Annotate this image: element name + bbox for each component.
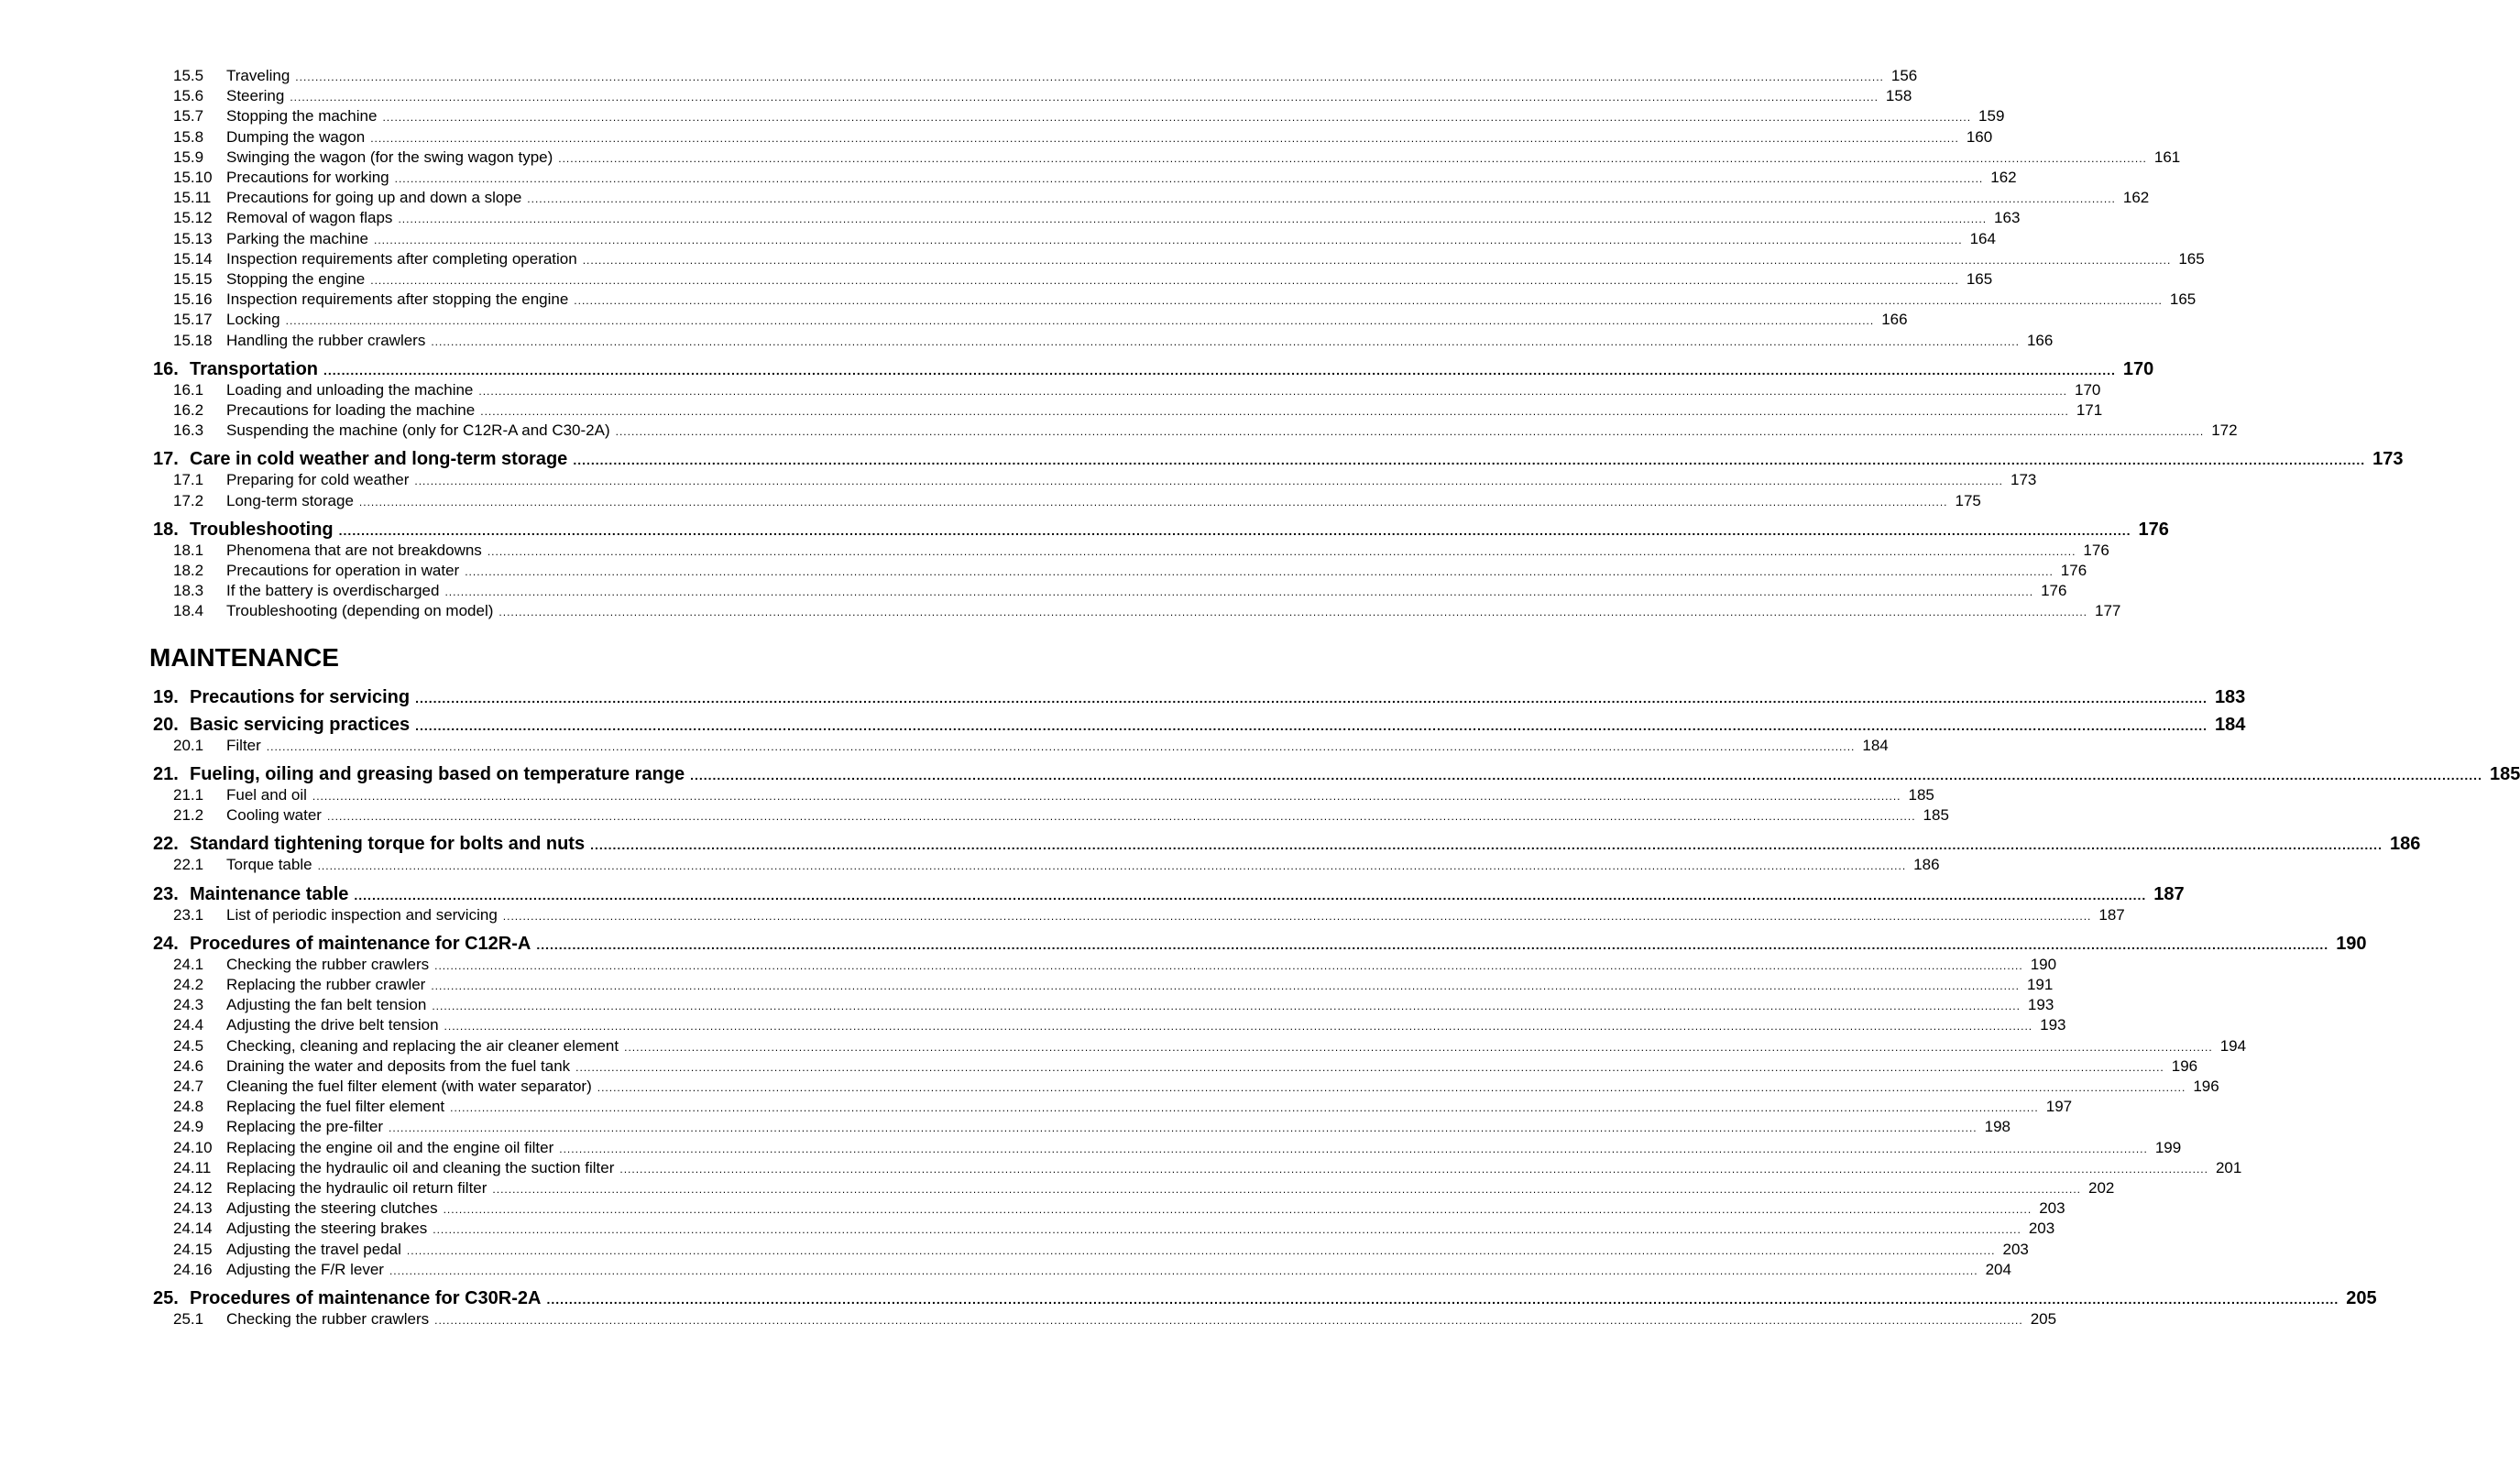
dot-leader: ................................................................................................................................................................................................................................................................................................................................................................................................................: [450, 1101, 2039, 1115]
toc-entry[interactable]: [153, 1056, 2198, 1078]
entry-title: Stopping the engine: [226, 270, 366, 288]
entry-number: 18.1: [173, 541, 204, 559]
entry-number: 15.17: [173, 311, 213, 329]
dot-leader: ................................................................................................................................................................................................................................................................................................................................................................................................................: [434, 958, 2023, 972]
toc-entry[interactable]: [153, 331, 2054, 352]
page-number: 190: [2030, 955, 2057, 973]
page-number: 162: [1990, 169, 2017, 186]
page-number: 158: [1885, 87, 1912, 105]
entry-number: 18.2: [173, 562, 204, 579]
page-number: 176: [2041, 582, 2067, 600]
page-number: 173: [2372, 449, 2404, 470]
dot-leader: ................................................................................................................................................................................................................................................................................................................................................................................................................: [480, 405, 2069, 418]
entry-number: 17.2: [173, 491, 204, 509]
toc-entry[interactable]: [153, 996, 2054, 1016]
entry-title: Fuel and oil: [226, 786, 307, 804]
toc-entry[interactable]: [153, 491, 1981, 512]
toc-entry[interactable]: [153, 1016, 2066, 1036]
entry-number: 21.1: [173, 786, 204, 804]
page-number: 202: [2088, 1179, 2115, 1197]
page-number: 166: [1881, 311, 1908, 329]
dot-leader: ................................................................................................................................................................................................................................................................................................................................................................................................................: [406, 1243, 1996, 1257]
entry-title: Inspection requirements after completing operation: [226, 249, 577, 268]
dot-leader: ................................................................................................................................................................................................................................................................................................................................................................................................................: [527, 192, 2116, 206]
dot-leader: ................................................................................................................................................................................................................................................................................................................................................................................................................: [398, 213, 1988, 226]
page-number: 176: [2060, 562, 2087, 579]
entry-number: 18.4: [173, 602, 204, 620]
entry-title: Precautions for servicing: [190, 686, 411, 707]
toc-entry[interactable]: [153, 905, 2125, 926]
toc-entry[interactable]: [153, 209, 2021, 229]
page-number: 198: [1984, 1118, 2011, 1136]
page-number: 173: [2010, 471, 2037, 489]
toc-entry[interactable]: [153, 736, 1889, 757]
dot-leader: ................................................................................................................................................................................................................................................................................................................................................................................................................: [431, 334, 2020, 348]
dot-leader: ................................................................................................................................................................................................................................................................................................................................................................................................................: [433, 1223, 2021, 1237]
page-number: 187: [2098, 905, 2125, 924]
entry-title: Inspection requirements after stopping the engine: [226, 290, 569, 309]
dot-leader: ................................................................................................................................................................................................................................................................................................................................................................................................................: [389, 1121, 1978, 1135]
toc-entry[interactable]: [153, 1179, 2115, 1199]
entry-number: 24.7: [173, 1078, 204, 1095]
entry-title: Adjusting the steering brakes: [226, 1220, 428, 1238]
dot-leader: ................................................................................................................................................................................................................................................................................................................................................................................................................: [431, 979, 2020, 992]
entry-title: Dumping the wagon: [226, 127, 366, 146]
toc-entry[interactable]: [153, 169, 2017, 189]
entry-title: Adjusting the F/R lever: [226, 1260, 384, 1278]
toc-entry[interactable]: [153, 806, 1949, 826]
dot-leader: ................................................................................................................................................................................................................................................................................................................................................................................................................: [295, 71, 1884, 83]
toc-entry[interactable]: [153, 1036, 2247, 1057]
dot-leader: ................................................................................................................................................................................................................................................................................................................................................................................................................: [354, 887, 2147, 903]
entry-number: 16.: [153, 358, 179, 379]
entry-number: 24.12: [173, 1179, 213, 1197]
toc-entry[interactable]: [153, 1118, 2011, 1138]
entry-number: 24.10: [173, 1138, 213, 1156]
page-number: 156: [1890, 67, 1918, 84]
dot-leader: ................................................................................................................................................................................................................................................................................................................................................................................................................: [338, 522, 2131, 538]
dot-leader: ................................................................................................................................................................................................................................................................................................................................................................................................................: [546, 1292, 2339, 1307]
entry-title: Preparing for cold weather: [226, 471, 410, 489]
entry-title: Traveling: [226, 67, 290, 84]
toc-entry[interactable]: [153, 1158, 2242, 1179]
toc-entry[interactable]: [153, 1078, 2219, 1098]
toc-entry[interactable]: [153, 955, 2057, 976]
entry-title: Torque table: [226, 856, 312, 874]
toc-entry[interactable]: [153, 541, 2109, 562]
entry-number: 15.10: [173, 169, 213, 186]
dot-leader: ................................................................................................................................................................................................................................................................................................................................................................................................................: [389, 1264, 1978, 1277]
dot-leader: ................................................................................................................................................................................................................................................................................................................................................................................................................: [487, 544, 2076, 558]
entry-number: 20.: [153, 714, 179, 735]
dot-leader: ................................................................................................................................................................................................................................................................................................................................................................................................................: [290, 91, 1879, 104]
toc-entry[interactable]: [153, 976, 2054, 996]
toc-chapter-entry[interactable]: [153, 883, 2185, 908]
dot-leader: ................................................................................................................................................................................................................................................................................................................................................................................................................: [478, 384, 2067, 398]
page-number: 196: [2171, 1056, 2198, 1075]
page-number: 185: [1923, 806, 1949, 825]
entry-number: 16.2: [173, 401, 204, 419]
page-number: 164: [1969, 229, 1996, 247]
entry-number: 18.: [153, 519, 179, 540]
entry-number: 15.7: [173, 107, 204, 126]
toc-entry[interactable]: [153, 602, 2121, 622]
entry-title: Replacing the engine oil and the engine oil filter: [226, 1138, 554, 1156]
entry-title: Care in cold weather and long-term storage: [190, 449, 568, 470]
dot-leader: ................................................................................................................................................................................................................................................................................................................................................................................................................: [414, 475, 2003, 488]
dot-leader: ................................................................................................................................................................................................................................................................................................................................................................................................................: [434, 1314, 2023, 1327]
page-number: 185: [2489, 764, 2520, 784]
page-number: 170: [2122, 358, 2154, 379]
entry-number: 24.: [153, 933, 179, 954]
page-number: 166: [2026, 331, 2054, 349]
page-number: 172: [2211, 421, 2238, 440]
page-number: 190: [2336, 933, 2367, 954]
entry-number: 20.1: [173, 736, 204, 754]
entry-number: 15.5: [173, 67, 204, 84]
entry-title: Maintenance table: [190, 883, 349, 904]
entry-title: Adjusting the drive belt tension: [226, 1016, 439, 1034]
page-number: 203: [2039, 1199, 2065, 1218]
page-number: 184: [1862, 736, 1889, 754]
entry-title: Phenomena that are not breakdowns: [226, 541, 482, 559]
entry-number: 15.6: [173, 87, 204, 105]
dot-leader: ................................................................................................................................................................................................................................................................................................................................................................................................................: [415, 717, 2208, 733]
entry-title: Checking the rubber crawlers: [226, 1310, 430, 1328]
entry-title: Steering: [226, 87, 285, 105]
entry-title: Precautions for loading the machine: [226, 401, 476, 419]
dot-leader: ................................................................................................................................................................................................................................................................................................................................................................................................................: [615, 425, 2205, 439]
toc-entry[interactable]: [153, 127, 1993, 148]
entry-title: Draining the water and deposits from the fuel tank: [226, 1056, 571, 1075]
page-number: 196: [2193, 1078, 2219, 1095]
dot-leader: ................................................................................................................................................................................................................................................................................................................................................................................................................: [382, 111, 1972, 125]
entry-number: 17.: [153, 449, 179, 470]
entry-title: Replacing the hydraulic oil return filter: [226, 1179, 488, 1197]
page-number: 183: [2214, 686, 2246, 707]
entry-number: 15.18: [173, 331, 213, 349]
entry-number: 22.1: [173, 856, 204, 874]
entry-number: 18.3: [173, 582, 204, 600]
toc-entry[interactable]: [153, 1138, 2182, 1159]
toc-entry[interactable]: [153, 380, 2101, 401]
entry-title: Suspending the machine (only for C12R-A and C30-2A): [226, 421, 610, 440]
entry-number: 24.13: [173, 1199, 213, 1218]
toc-entry[interactable]: [153, 401, 2103, 421]
dot-leader: ................................................................................................................................................................................................................................................................................................................................................................................................................: [373, 233, 1963, 246]
dot-leader: ................................................................................................................................................................................................................................................................................................................................................................................................................: [326, 810, 1916, 824]
dot-leader: ................................................................................................................................................................................................................................................................................................................................................................................................................: [444, 585, 2034, 599]
page-number: 204: [1985, 1260, 2011, 1278]
entry-title: Adjusting the travel pedal: [226, 1240, 401, 1258]
dot-leader: ................................................................................................................................................................................................................................................................................................................................................................................................................: [558, 151, 2147, 165]
entry-number: 22.: [153, 834, 179, 855]
page-number: 165: [1966, 270, 1993, 288]
toc-entry[interactable]: [153, 856, 1940, 876]
dot-leader: ................................................................................................................................................................................................................................................................................................................................................................................................................: [323, 362, 2116, 377]
entry-title: Fueling, oiling and greasing based on temperature range: [190, 764, 685, 784]
entry-title: Handling the rubber crawlers: [226, 331, 426, 349]
dot-leader: ................................................................................................................................................................................................................................................................................................................................................................................................................: [444, 1020, 2033, 1034]
toc-chapter-entry[interactable]: [153, 449, 2404, 473]
toc-entry[interactable]: [153, 1220, 2055, 1240]
entry-title: Troubleshooting: [190, 519, 334, 540]
toc-entry[interactable]: [153, 189, 2150, 209]
toc-chapter-entry[interactable]: [153, 686, 2246, 711]
toc-entry[interactable]: [153, 148, 2181, 169]
dot-leader: ................................................................................................................................................................................................................................................................................................................................................................................................................: [619, 1162, 2208, 1176]
entry-number: 15.9: [173, 148, 204, 166]
entry-title: Adjusting the fan belt tension: [226, 996, 427, 1014]
dot-leader: ................................................................................................................................................................................................................................................................................................................................................................................................................: [499, 606, 2087, 619]
page-number: 205: [2030, 1310, 2057, 1328]
dot-leader: ................................................................................................................................................................................................................................................................................................................................................................................................................: [492, 1183, 2082, 1196]
entry-title: Checking, cleaning and replacing the air cleaner element: [226, 1036, 619, 1055]
dot-leader: ................................................................................................................................................................................................................................................................................................................................................................................................................: [575, 1060, 2164, 1074]
dot-leader: ................................................................................................................................................................................................................................................................................................................................................................................................................: [559, 1142, 2148, 1155]
toc-entry[interactable]: [153, 107, 2005, 127]
entry-number: 24.15: [173, 1240, 213, 1258]
entry-title: Checking the rubber crawlers: [226, 955, 430, 973]
entry-title: Filter: [226, 736, 261, 754]
toc-chapter-entry[interactable]: [153, 358, 2154, 383]
entry-title: Procedures of maintenance for C12R-A: [190, 933, 531, 954]
page-number: 193: [2040, 1016, 2066, 1034]
entry-number: 24.2: [173, 976, 204, 993]
entry-number: 24.1: [173, 955, 204, 973]
page-number: 197: [2045, 1098, 2073, 1116]
page-number: 205: [2346, 1288, 2377, 1308]
toc-entry[interactable]: [153, 562, 2087, 582]
page-number: 159: [1978, 107, 2005, 126]
section-heading: MAINTENANCE: [149, 642, 339, 672]
toc-entry[interactable]: [153, 1199, 2065, 1220]
entry-number: 24.16: [173, 1260, 213, 1278]
entry-number: 25.1: [173, 1310, 204, 1328]
page-number: 163: [1994, 209, 2021, 227]
toc-entry[interactable]: [153, 471, 2037, 491]
dot-leader: ................................................................................................................................................................................................................................................................................................................................................................................................................: [502, 909, 2092, 923]
entry-number: 15.14: [173, 249, 213, 268]
toc-entry[interactable]: [153, 786, 1934, 806]
dot-leader: ................................................................................................................................................................................................................................................................................................................................................................................................................: [358, 495, 1948, 509]
toc-entry[interactable]: [153, 229, 1996, 250]
entry-number: 24.14: [173, 1220, 213, 1238]
page-number: 176: [2083, 541, 2109, 559]
page-number: 187: [2153, 883, 2185, 904]
dot-leader: ................................................................................................................................................................................................................................................................................................................................................................................................................: [574, 294, 2163, 308]
page-number: 186: [1913, 856, 1940, 874]
entry-title: Parking the machine: [226, 229, 368, 247]
entry-title: Removal of wagon flaps: [226, 209, 393, 227]
page-number: 170: [2074, 380, 2101, 399]
entry-title: Basic servicing practices: [190, 714, 411, 735]
toc-entry[interactable]: [153, 249, 2205, 270]
entry-number: 24.3: [173, 996, 204, 1014]
entry-number: 24.11: [173, 1158, 212, 1176]
toc-entry[interactable]: [153, 1240, 2029, 1261]
entry-title: List of periodic inspection and servicing: [226, 905, 498, 924]
entry-title: Precautions for working: [226, 169, 389, 186]
entry-number: 19.: [153, 686, 179, 707]
dot-leader: ................................................................................................................................................................................................................................................................................................................................................................................................................: [266, 739, 1856, 753]
entry-title: Precautions for operation in water: [226, 562, 460, 579]
entry-title: Transportation: [190, 358, 319, 379]
dot-leader: ................................................................................................................................................................................................................................................................................................................................................................................................................: [597, 1081, 2186, 1094]
entry-title: If the battery is overdischarged: [226, 582, 440, 600]
entry-title: Adjusting the steering clutches: [226, 1199, 438, 1218]
entry-number: 16.1: [173, 380, 204, 399]
toc-entry[interactable]: [153, 421, 2238, 442]
entry-title: Long-term storage: [226, 491, 354, 509]
dot-leader: ................................................................................................................................................................................................................................................................................................................................................................................................................: [370, 131, 1959, 145]
dot-leader: ................................................................................................................................................................................................................................................................................................................................................................................................................: [443, 1203, 2032, 1217]
page-number: 171: [2076, 401, 2103, 419]
toc-entry[interactable]: [153, 311, 1908, 331]
toc-chapter-entry[interactable]: [153, 1288, 2377, 1312]
entry-number: 21.: [153, 764, 179, 784]
dot-leader: ................................................................................................................................................................................................................................................................................................................................................................................................................: [285, 314, 1875, 328]
dot-leader: ................................................................................................................................................................................................................................................................................................................................................................................................................: [582, 253, 2172, 267]
page-number: 185: [1908, 786, 1934, 804]
page-number: 165: [2178, 249, 2205, 268]
entry-number: 24.8: [173, 1098, 204, 1116]
entry-number: 24.5: [173, 1036, 204, 1055]
toc-chapter-entry[interactable]: [153, 764, 2520, 788]
page-number: 199: [2154, 1138, 2182, 1156]
page-number: 161: [2153, 148, 2181, 166]
entry-number: 16.3: [173, 421, 204, 440]
toc-entry[interactable]: [153, 290, 2197, 311]
page-number: 165: [2169, 290, 2197, 309]
dot-leader: ................................................................................................................................................................................................................................................................................................................................................................................................................: [465, 565, 2054, 578]
entry-number: 24.4: [173, 1016, 204, 1034]
dot-leader: ................................................................................................................................................................................................................................................................................................................................................................................................................: [394, 172, 1984, 185]
toc-entry[interactable]: [153, 1260, 2011, 1281]
entry-title: Troubleshooting (depending on model): [226, 602, 494, 620]
entry-title: Procedures of maintenance for C30R-2A: [190, 1288, 542, 1308]
entry-title: Cleaning the fuel filter element (with water separator): [226, 1078, 592, 1095]
entry-title: Replacing the hydraulic oil and cleaning the suction filter: [226, 1158, 615, 1176]
dot-leader: ................................................................................................................................................................................................................................................................................................................................................................................................................: [624, 1040, 2213, 1054]
page-number: 191: [2026, 976, 2054, 993]
entry-number: 21.2: [173, 806, 204, 825]
toc-entry[interactable]: [153, 582, 2067, 602]
page-number: 193: [2027, 996, 2054, 1014]
entry-number: 17.1: [173, 471, 204, 489]
dot-leader: ................................................................................................................................................................................................................................................................................................................................................................................................................: [536, 936, 2329, 952]
entry-number: 15.16: [173, 290, 213, 309]
toc-chapter-entry[interactable]: [153, 834, 2421, 858]
dot-leader: ................................................................................................................................................................................................................................................................................................................................................................................................................: [690, 768, 2482, 782]
page-number: 160: [1966, 127, 1993, 146]
entry-number: 24.6: [173, 1056, 204, 1075]
page-number: 186: [2389, 834, 2421, 855]
entry-title: Cooling water: [226, 806, 322, 825]
toc-entry[interactable]: [153, 1310, 2057, 1330]
entry-number: 23.: [153, 883, 179, 904]
entry-number: 15.15: [173, 270, 213, 288]
dot-leader: ................................................................................................................................................................................................................................................................................................................................................................................................................: [312, 790, 1901, 803]
page-number: 203: [2002, 1240, 2029, 1258]
dot-leader: ................................................................................................................................................................................................................................................................................................................................................................................................................: [370, 274, 1959, 287]
entry-number: 15.8: [173, 127, 204, 146]
page-number: 177: [2095, 602, 2121, 620]
entry-number: 24.9: [173, 1118, 204, 1136]
page-number: 203: [2028, 1220, 2055, 1238]
page-number: 184: [2215, 714, 2246, 735]
entry-title: Locking: [226, 311, 280, 329]
toc-chapter-entry[interactable]: [153, 714, 2246, 738]
entry-title: Replacing the rubber crawler: [226, 976, 426, 993]
toc-entry[interactable]: [153, 270, 1993, 290]
dot-leader: ................................................................................................................................................................................................................................................................................................................................................................................................................: [573, 453, 2366, 468]
dot-leader: ................................................................................................................................................................................................................................................................................................................................................................................................................: [590, 837, 2383, 853]
entry-title: Replacing the pre-filter: [226, 1118, 384, 1136]
entry-title: Stopping the machine: [226, 107, 378, 126]
entry-title: Swinging the wagon (for the swing wagon type): [226, 148, 553, 166]
entry-number: 15.12: [173, 209, 213, 227]
entry-number: 23.1: [173, 905, 204, 924]
page-number: 176: [2138, 519, 2169, 540]
page-number: 162: [2122, 189, 2150, 207]
entry-number: 25.: [153, 1288, 179, 1308]
entry-title: Replacing the fuel filter element: [226, 1098, 445, 1116]
entry-number: 15.11: [173, 189, 212, 207]
toc-chapter-entry[interactable]: [153, 519, 2169, 543]
toc-entry[interactable]: [153, 87, 1912, 107]
toc-chapter-entry[interactable]: [153, 933, 2367, 957]
dot-leader: ................................................................................................................................................................................................................................................................................................................................................................................................................: [415, 690, 2208, 706]
toc-entry[interactable]: [153, 67, 1918, 87]
page-number: 194: [2219, 1036, 2247, 1055]
dot-leader: ................................................................................................................................................................................................................................................................................................................................................................................................................: [432, 1000, 2021, 1013]
dot-leader: ................................................................................................................................................................................................................................................................................................................................................................................................................: [317, 859, 1907, 873]
entry-title: Standard tightening torque for bolts and nuts: [190, 834, 586, 855]
page-number: 175: [1955, 491, 1981, 509]
entry-title: Loading and unloading the machine: [226, 380, 474, 399]
entry-number: 15.13: [173, 229, 213, 247]
entry-title: Precautions for going up and down a slope: [226, 189, 522, 207]
toc-entry[interactable]: [153, 1098, 2073, 1118]
page-number: 201: [2215, 1158, 2242, 1176]
